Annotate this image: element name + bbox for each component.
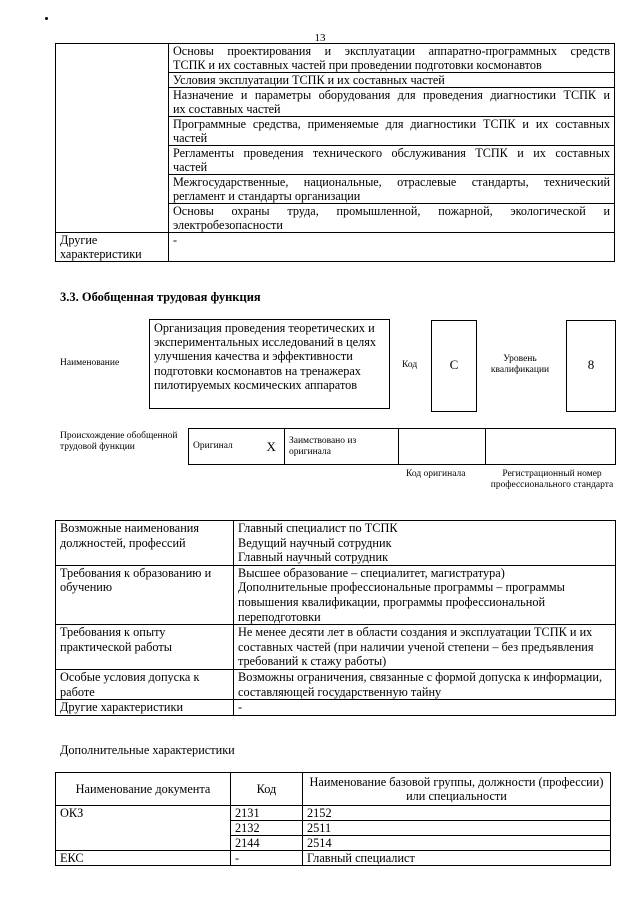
original-x-mark: X — [259, 429, 285, 465]
table-row — [56, 700, 616, 716]
table-row — [56, 521, 616, 566]
empty-label-cell — [56, 44, 169, 233]
name-cell: 2514 — [303, 836, 611, 851]
code-box: C — [431, 320, 477, 412]
knowledge-cell: Регламенты проведения технического обслуживания ТСПК и их составных частей — [169, 146, 615, 175]
req-value: Высшее образование – специалитет, магистратура) Дополнительные профессиональные программы – программы повышения квалификации, программы профессиональной переподготовки — [234, 565, 616, 624]
knowledge-cell: Назначение и параметры оборудования для проведения диагностики ТСПК и их составных частей — [169, 88, 615, 117]
scan-dot — [45, 17, 48, 20]
table-row — [56, 806, 611, 821]
req-value: Главный специалист по ТСПК Ведущий научный сотрудник Главный научный сотрудник — [234, 521, 616, 566]
req-value: - — [234, 700, 616, 716]
column-header: Наименование документа — [56, 773, 231, 806]
table-row — [56, 625, 616, 670]
knowledge-cell: Основы охраны труда, промышленной, пожарной, экологической и электробезопасности — [169, 204, 615, 233]
req-label: Другие характеристики — [56, 700, 234, 716]
additional-heading: Дополнительные характеристики — [60, 743, 235, 757]
knowledge-table — [55, 43, 615, 262]
doc-cell: ОКЗ — [56, 806, 231, 851]
origin-label: Происхождение обобщенной трудовой функции — [60, 431, 178, 452]
req-value: Возможны ограничения, связанные с формой допуска к информации, составляющей государственную тайну — [234, 669, 616, 699]
knowledge-cell: Основы проектирования и эксплуатации аппаратно-программных средств ТСПК и их составных частей при проведении подготовки космонавтов — [169, 44, 615, 73]
original-label: Оригинал — [189, 429, 259, 465]
code-cell: 2131 — [231, 806, 303, 821]
qualification-level-label: Уровень квалификации — [490, 354, 550, 375]
origin-table — [188, 428, 616, 465]
other-label: Другие характеристики — [56, 233, 169, 262]
knowledge-cell: Межгосударственные, национальные, отраслевые стандарты, технический регламент и стандарты организации — [169, 175, 615, 204]
code-cell: 2132 — [231, 821, 303, 836]
doc-cell: ЕКС — [56, 851, 231, 866]
code-original-cell — [399, 429, 486, 465]
reg-number-cell — [486, 429, 616, 465]
section-heading: 3.3. Обобщенная трудовая функция — [60, 290, 261, 304]
req-value: Не менее десяти лет в области создания и эксплуатации ТСПК и их составных частей (при наличии ученой степени – без предъявления требований к стажу работы) — [234, 625, 616, 670]
table-row — [56, 233, 615, 262]
column-header: Код — [231, 773, 303, 806]
page-number: 13 — [314, 32, 326, 44]
code-cell: 2144 — [231, 836, 303, 851]
req-label: Возможные наименования должностей, профессий — [56, 521, 234, 566]
code-label: Код — [402, 360, 418, 370]
req-label: Требования к образованию и обучению — [56, 565, 234, 624]
knowledge-cell: Программные средства, применяемые для диагностики ТСПК и их составных частей — [169, 117, 615, 146]
other-value: - — [169, 233, 615, 262]
code-cell: - — [231, 851, 303, 866]
borrowed-label: Заимствовано из оригинала — [285, 429, 399, 465]
reg-number-label: Регистрационный номер профессионального стандарта — [490, 469, 614, 490]
name-cell: 2511 — [303, 821, 611, 836]
table-row — [56, 851, 611, 866]
name-label: Наименование — [60, 358, 120, 368]
table-row — [56, 669, 616, 699]
table-header-row — [56, 773, 611, 806]
column-header: Наименование базовой группы, должности (профессии) или специальности — [303, 773, 611, 806]
req-label: Особые условия допуска к работе — [56, 669, 234, 699]
name-cell: 2152 — [303, 806, 611, 821]
code-original-label: Код оригинала — [406, 469, 466, 479]
req-label: Требования к опыту практической работы — [56, 625, 234, 670]
qualification-level-box: 8 — [566, 320, 616, 412]
function-name-box: Организация проведения теоретических и экспериментальных исследований в целях улучшения качества и эффективности подготовки космонавтов на тренажерах пилотируемых космических аппаратов — [149, 319, 390, 409]
table-row — [56, 44, 615, 73]
requirements-table — [55, 520, 616, 716]
additional-table — [55, 772, 611, 866]
knowledge-cell: Условия эксплуатации ТСПК и их составных частей — [169, 73, 615, 88]
table-row — [56, 565, 616, 624]
name-cell: Главный специалист — [303, 851, 611, 866]
